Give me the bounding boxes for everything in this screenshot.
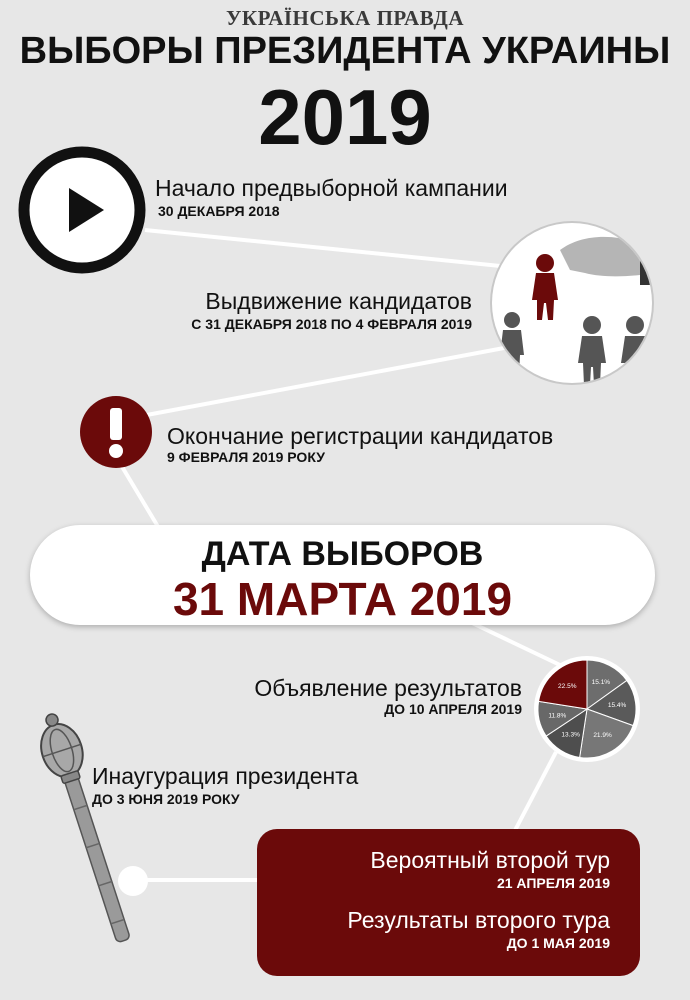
inauguration-date: ДО 3 ЮНЯ 2019 РОКУ xyxy=(92,791,240,807)
pie-label: 13.3% xyxy=(561,731,580,739)
second-round-title: Вероятный второй тур xyxy=(370,847,610,873)
pie-label: 21.9% xyxy=(593,732,612,740)
nomination-date: С 31 ДЕКАБРЯ 2018 ПО 4 ФЕВРАЛЯ 2019 xyxy=(191,316,472,332)
pie-label: 11.8% xyxy=(548,712,567,720)
election-date-banner xyxy=(30,525,655,625)
pie-label: 15.1% xyxy=(591,678,611,686)
page-year: 2019 xyxy=(258,73,432,161)
campaign-title: Начало предвыборной кампании xyxy=(155,175,508,201)
campaign-date: 30 ДЕКАБРЯ 2018 xyxy=(158,203,280,219)
election-date: 31 МАРТА 2019 xyxy=(172,573,513,625)
results-date: ДО 10 АПРЕЛЯ 2019 xyxy=(384,701,522,717)
candidates-icon xyxy=(490,215,665,395)
registration-title: Окончание регистрации кандидатов xyxy=(167,423,554,449)
registration-date: 9 ФЕВРАЛЯ 2019 РОКУ xyxy=(167,449,325,465)
second-round-date: 21 АПРЕЛЯ 2019 xyxy=(496,875,610,891)
play-icon xyxy=(17,145,147,275)
inauguration-title: Инаугурация президента xyxy=(92,763,359,789)
second-results-title: Результаты второго тура xyxy=(347,907,610,933)
second-results-date: ДО 1 МАЯ 2019 xyxy=(506,935,610,951)
results-title: Объявление результатов xyxy=(254,675,522,701)
second-round-box xyxy=(257,829,640,976)
connector-dot xyxy=(116,864,150,898)
pie-slices xyxy=(538,660,636,758)
results-pie-chart xyxy=(532,654,642,764)
mace-icon xyxy=(20,700,135,960)
exclamation-icon xyxy=(80,396,152,468)
pie-label: 22.5% xyxy=(558,682,577,690)
nomination-title: Выдвижение кандидатов xyxy=(205,288,472,314)
brand-logo: УКРАЇНСЬКА ПРАВДА xyxy=(225,6,465,30)
pie-label: 15.4% xyxy=(607,701,627,709)
page-title: ВЫБОРЫ ПРЕЗИДЕНТА УКРАИНЫ xyxy=(19,30,671,72)
election-label: ДАТА ВЫБОРОВ xyxy=(201,535,484,573)
